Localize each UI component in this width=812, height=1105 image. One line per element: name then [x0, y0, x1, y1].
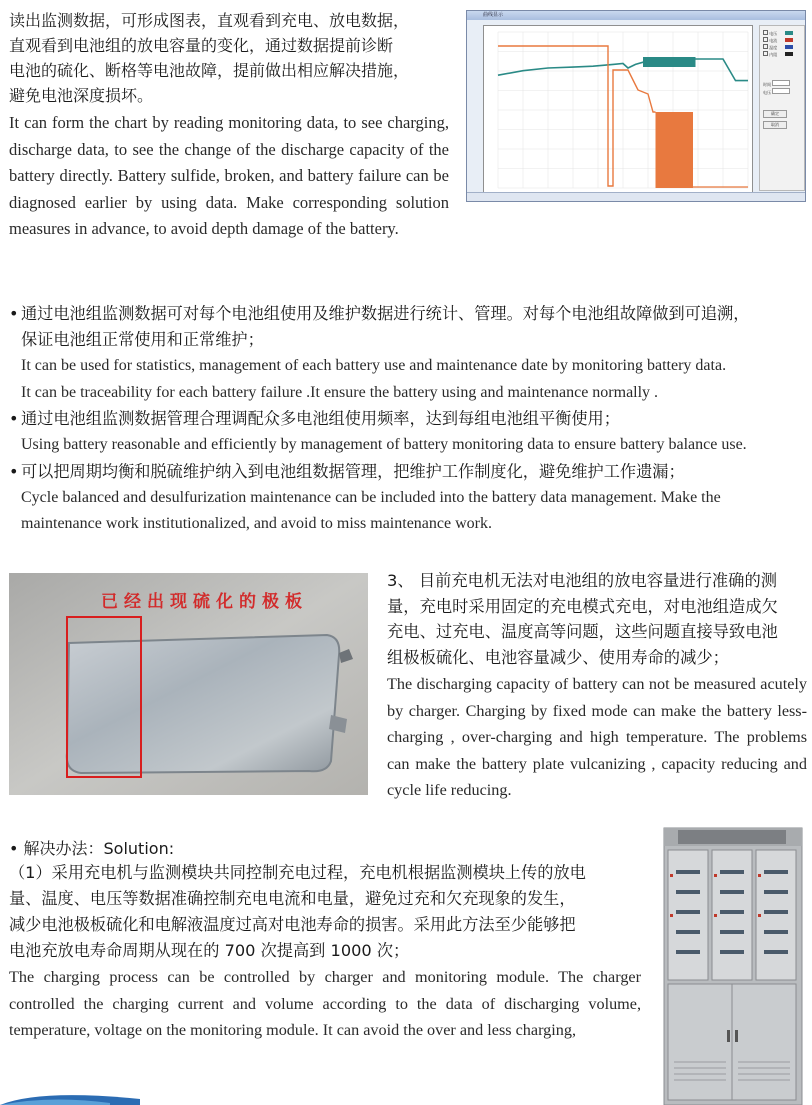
side-field-time[interactable]: 时间	[763, 80, 793, 88]
monitoring-software-screenshot	[466, 10, 806, 202]
plate-zh-line: 3、 目前充电机无法对电池组的放电容量进行准确的测	[387, 571, 778, 590]
side-button-ok[interactable]: 确定	[763, 110, 787, 118]
legend-check-resist[interactable]: 内阻	[763, 51, 793, 58]
intro-zh-line: 电池的硫化、断格等电池故障，提前做出相应解决措施，	[9, 61, 410, 80]
list-item-en: maintenance work institutionalized, and avoid to miss maintenance work.	[21, 515, 492, 532]
solution-zh-line: 减少电池极板硫化和电解液温度过高对电池寿命的损害。采用此方法至少能够把	[9, 915, 576, 934]
chart-plot-area	[483, 25, 753, 199]
decorative-swoosh	[0, 1085, 140, 1105]
intro-block	[9, 8, 449, 243]
list-item: • 可以把周期均衡和脱硫维护纳入到电池组数据管理，把维护工作制度化，避免维护工作遗漏； Cycle balanced and desulfurization maintenance can be included into the battery data management. Make the maintenance work institutionalized, and avoid to miss maintenance work.	[9, 459, 809, 538]
intro-zh-line: 避免电池深度损坏。	[9, 86, 154, 105]
solution-heading: • 解决办法：Solution:	[9, 839, 175, 858]
solution-zh-line: （1）采用充电机与监测模块共同控制充电过程，充电机根据监测模块上传的放电	[9, 863, 586, 882]
list-section	[9, 301, 809, 538]
window-title: 曲线显示	[467, 11, 805, 20]
legend-check-current[interactable]: 电流	[763, 37, 793, 44]
cabinet-drawing	[658, 824, 806, 1105]
chart-series-voltage-band	[643, 57, 696, 67]
solution-en-paragraph: The charging process can be controlled by charger and monitoring module. The charger controlled the charging current and volume according to the data of discharging volume, temperature, voltage on the monitoring module. It can avoid the over and less charging,	[9, 968, 641, 1039]
solution-zh-line: 电池充放电寿命周期从现在的 700 次提高到 1000 次；	[9, 941, 410, 960]
charger-cabinet-photo	[658, 824, 806, 1105]
list-item-en: It can be used for statistics, management of each battery use and maintenance date by monitoring battery data.	[21, 357, 727, 374]
chart-svg	[484, 26, 752, 198]
side-field-voltage[interactable]: 电压	[763, 88, 793, 96]
list-item-zh: 通过电池组监测数据管理合理调配众多电池组使用频率，达到每组电池组平衡使用；	[21, 409, 620, 428]
taskbar	[467, 192, 805, 201]
list-item: • 通过电池组监测数据可对每个电池组使用及维护数据进行统计、管理。对每个电池组故障做到可追溯， 保证电池组正常使用和正常维护； It can be used for statistics, management of each battery use and maintenance date by monitoring battery data. It can be traceability for each battery failure .It ensure the battery using and maintenance normally .	[9, 301, 809, 406]
solution-section	[9, 838, 641, 1044]
intro-zh-line: 直观看到电池组的放电容量的变化，通过数据提前诊断	[9, 36, 394, 55]
list-item: • 通过电池组监测数据管理合理调配众多电池组使用频率，达到每组电池组平衡使用； Using battery reasonable and efficiently by management of battery monitoring data to ensure battery balance use.	[9, 406, 809, 459]
list-item-en: Cycle balanced and desulfurization maintenance can be included into the battery data management. Make the	[21, 488, 721, 506]
plate-zh-line: 组极板硫化、电池容量减少、使用寿命的减少；	[387, 647, 729, 667]
side-button-cancel[interactable]: 取消	[763, 121, 787, 129]
intro-zh-line: 读出监测数据，可形成图表，直观看到充电、放电数据，	[9, 11, 410, 30]
photo-caption: 已经出现硫化的极板	[101, 592, 308, 612]
plate-zh-line: 充电、过充电、温度高等问题，这些问题直接导致电池	[387, 622, 778, 641]
chart-series-current-fill	[656, 112, 694, 188]
legend-check-temp[interactable]: 温度	[763, 44, 793, 51]
plate-en-paragraph: The discharging capacity of battery can not be measured acutely by charger. Charging by fixed mode can make the battery less-charging , over-charging and high temperature. The problems can make the battery plate vulcanizing , capacity reducing and cycle life reducing.	[387, 675, 807, 799]
solution-zh-line: 量、温度、电压等数据准确控制充电电流和电量，避免过充和欠充现象的发生，	[9, 889, 576, 908]
list-item-en: It can be traceability for each battery failure .It ensure the battery using and maintenance normally .	[21, 383, 659, 401]
list-item-zh: 可以把周期均衡和脱硫维护纳入到电池组数据管理，把维护工作制度化，避免维护工作遗漏；	[21, 461, 685, 481]
plate-zh-line: 量，充电时采用固定的充电模式充电，对电池组造成欠	[387, 596, 778, 616]
sulfated-plate-photo	[9, 573, 368, 795]
list-item-zh: 保证电池组正常使用和正常维护；	[21, 330, 264, 349]
list-item-en: Using battery reasonable and efficiently by management of battery monitoring data to ensure battery balance use.	[21, 436, 747, 453]
chart-side-panel	[759, 25, 805, 191]
intro-en-paragraph: It can form the chart by reading monitoring data, to see charging, discharge data, to see the change of the discharge capacity of the battery directly. Battery sulfide, broken, and battery failure can be diagnosed earlier by using data. Make corresponding solution measures in advance, to avoid depth damage of the battery.	[9, 113, 449, 238]
list-item-zh: 通过电池组监测数据可对每个电池组使用及维护数据进行统计、管理。对每个电池组故障做到可追溯，	[21, 304, 750, 323]
plate-section-text	[387, 568, 807, 804]
legend-check-voltage[interactable]: 电压	[763, 30, 793, 37]
